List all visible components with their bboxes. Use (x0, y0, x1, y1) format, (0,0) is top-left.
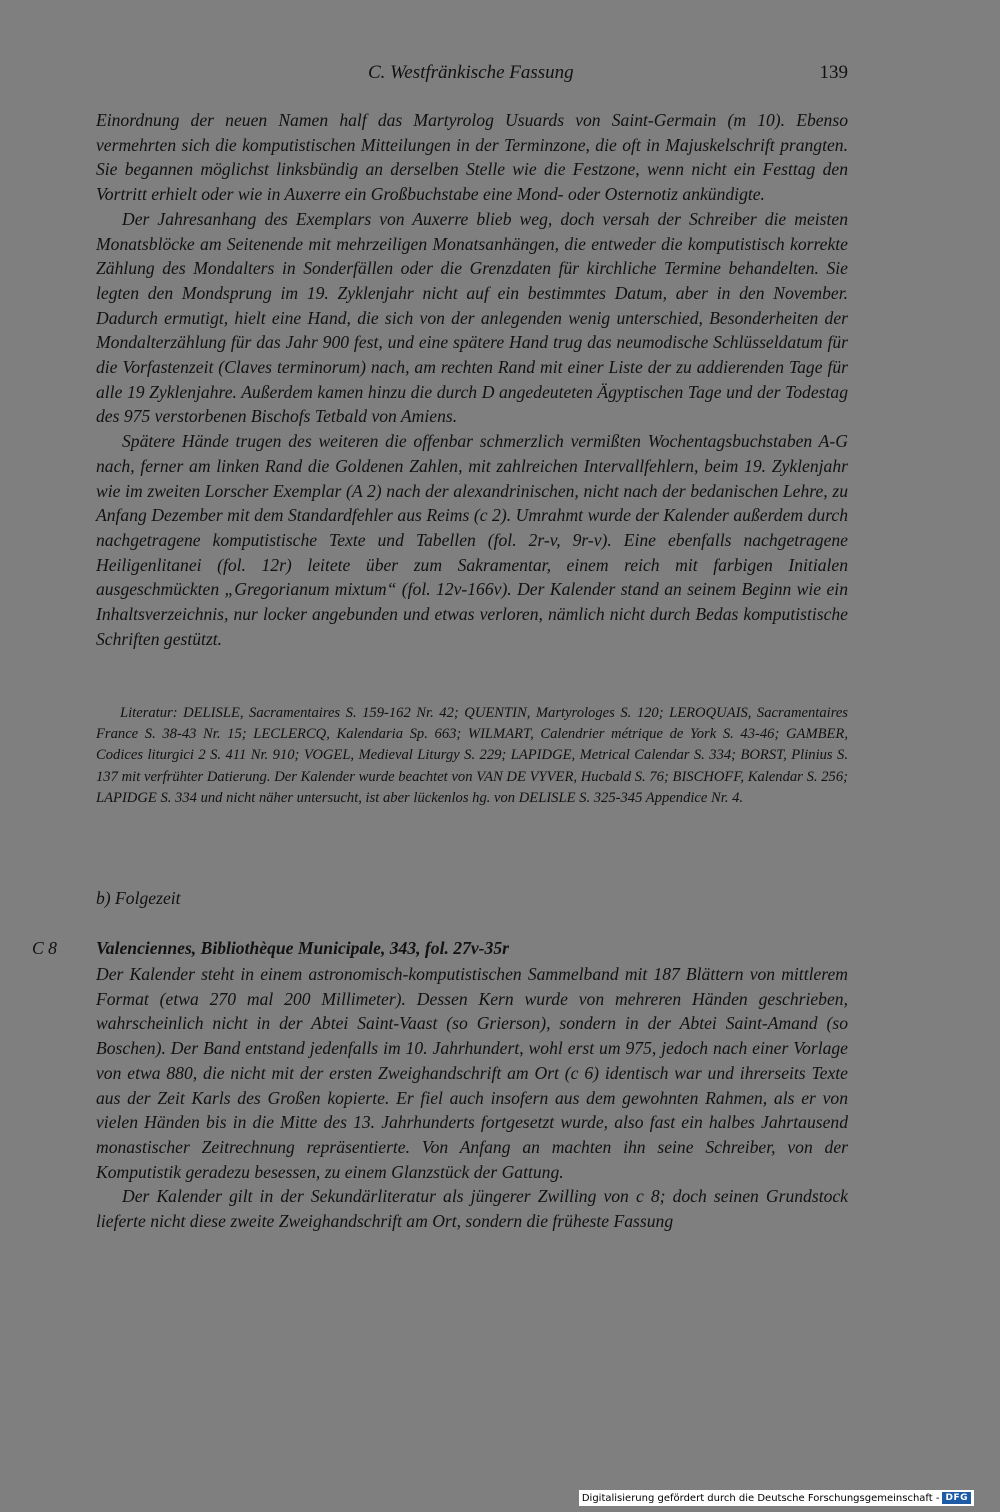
footer-text: Digitalisierung gefördert durch die Deutsche Forschungsgemeinschaft - (581, 1492, 940, 1504)
entry-text (96, 962, 848, 1234)
literature-note: Literatur: DELISLE, Sacramentaires S. 159-162 Nr. 42; QUENTIN, Martyrologes S. 120; LEROQUAIS, Sacramentaires France S. 38-43 Nr. 15; LECLERCQ, Kalendaria Sp. 663; WILMART, Calendrier métrique de York S. 43-46; GAMBER, Codices liturgici 2 S. 411 Nr. 910; VOGEL, Medieval Liturgy S. 229; LAPIDGE, Metrical Calendar S. 334; BORST, Plinius S. 137 mit verfrühter Datierung. Der Kalender wurde beachtet von VAN DE VYVER, Hucbald S. 76; BISCHOFF, Kalendar S. 256; LAPIDGE S. 334 und nicht näher untersucht, ist aber lückenlos hg. von DELISLE S. 325-345 Appendice Nr. 4. (96, 705, 848, 806)
page-number: 139 (819, 62, 848, 83)
running-head (96, 62, 848, 88)
entry-paragraph-1: Der Kalender steht in einem astronomisch-komputistischen Sammelband mit 187 Blättern von mittlerem Format (etwa 270 mal 200 Millimeter). Dessen Kern wurde von mehreren Händen geschrieben, wahrscheinlich nicht in der Abtei Saint-Vaast (so Grierson), sondern in der Abtei Saint-Amand (so Boschen). Der Band entstand jedenfalls im 10. Jahrhundert, wohl erst um 975, jedoch nach einer Vorlage von etwa 880, die nicht mit der ersten Zweighandschrift am Ort (c 6) identisch war und ihrerseits Texte aus der Zeit Karls des Großen kopierte. Er fiel auch insofern aus dem gewohnten Rahmen, als er von vielen Händen bis in die Mitte des 13. Jahrhunderts fortgesetzt wurde, also fast ein halbes Jahrtausend monastischer Zeitrechnung repräsentierte. Von Anfang an machten ihn seine Schreiber, von der Komputistik geradezu besessen, zu einem Glanzstück der Gattung. (96, 964, 848, 1182)
paragraph-2: Der Jahresanhang des Exemplars von Auxerre blieb weg, doch versah der Schreiber die meisten Monatsblöcke am Seitenende mit mehrzeiligen Monatsanhängen, die entweder die komputistisch korrekte Zählung des Mondalters in Sonderfällen oder die Grenzdaten für kirchliche Termine behandelten. Sie legten den Mondsprung im 19. Zyklenjahr nicht auf ein bestimmtes Datum, aber in den November. Dadurch ermutigt, hielt eine Hand, die sich von der anlegenden wenig unterschied, Besonderheiten der Mondalterzählung für das Jahr 900 fest, und eine spätere Hand trug das neumodische Schlüsseldatum für die Vorfastenzeit (Claves terminorum) nach, am rechten Rand mit einer Liste der zu addierenden Tage für alle 19 Zyklenjahre. Außerdem kamen hinzu die durch D angedeuteten Ägyptischen Tage und der Todestag des 975 verstorbenen Bischofs Tetbald von Amiens. (96, 208, 848, 427)
running-title: C. Westfränkische Fassung (368, 62, 574, 83)
paragraph-1: Einordnung der neuen Namen half das Martyrolog Usuards von Saint-Germain (m 10). Ebenso vermehrten sich die komputistischen Mitteilungen in der Terminzone, die oft in Majuskelschrift prangten. Sie begannen möglichst linksbündig an derselben Stelle wie die Festzone, wenn nicht ein Festtag den Vortritt erhielt oder wie in Auxerre ein Großbuchstabe eine Mond- oder Osternotiz ankündigte. (96, 110, 848, 205)
entry-paragraph-2: Der Kalender gilt in der Sekundärliteratur als jüngerer Zwilling von c 8; doch seinen Grundstock lieferte nicht diese zweite Zweighandschrift am Ort, sondern die früheste Fassung (96, 1186, 848, 1232)
entry-id: C 8 (32, 938, 57, 958)
section-heading: b) Folgezeit (96, 888, 181, 908)
entry-title: Valenciennes, Bibliothèque Municipale, 343, fol. 27v-35r (96, 938, 509, 958)
dfg-logo-icon: DFG (942, 1492, 971, 1504)
paragraph-3: Spätere Hände trugen des weiteren die offenbar schmerzlich vermißten Wochentagsbuchstaben A-G nach, ferner am linken Rand die Goldenen Zahlen, mit zahlreichen Intervallfehlern, beim 19. Zyklenjahr wie im zweiten Lorscher Exemplar (A 2) nach der alexandrinischen, nicht nach der bedanischen Lehre, zu Anfang Dezember mit dem Standardfehler aus Reims (c 2). Umrahmt wurde der Kalender außerdem durch nachgetragene komputistische Texte und Tabellen (fol. 2r-v, 9r-v). Eine ebenfalls nachgetragene Heiligenlitanei (fol. 12r) leitete über zum Sakramentar, einem reich mit farbigen Initialen ausgeschmückten „Gregorianum mixtum“ (fol. 12v-166v). Der Kalender stand an seinem Beginn wie ein Inhaltsverzeichnis, nur locker angebunden und etwas verloren, nämlich nicht durch Bedas komputistische Schriften gestützt. (96, 431, 848, 649)
digitization-footer (579, 1490, 974, 1506)
main-text (96, 108, 848, 651)
